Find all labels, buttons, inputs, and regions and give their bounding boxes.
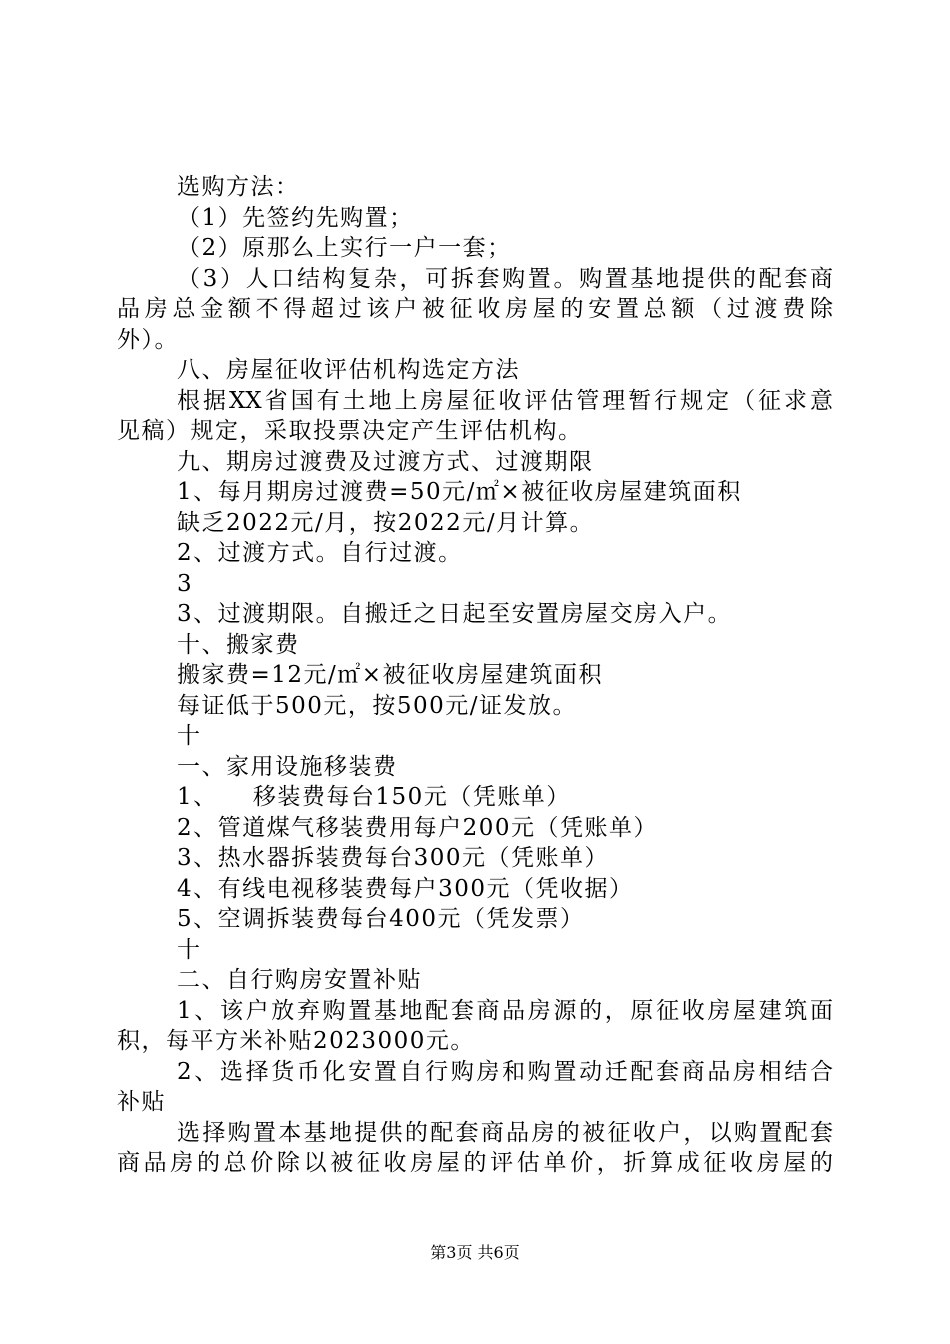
text-line: 3、热水器拆装费每台300元（凭账单） <box>177 845 610 871</box>
text-line: 2、过渡方式。自行过渡。 <box>177 540 463 566</box>
text-line: （3）人口结构复杂，可拆套购置。购置基地提供的配套商 <box>177 265 833 292</box>
text-line: 商品房的总价除以被征收房屋的评估单价，折算成征收房屋的 <box>117 1150 833 1176</box>
text-line: 选择购置本基地提供的配套商品房的被征收户，以购置配套 <box>177 1119 833 1146</box>
text-line: 品房总金额不得超过该户被征收房屋的安置总额（过渡费除 <box>117 296 833 322</box>
text-line: 搬家费=12元/㎡×被征收房屋建筑面积 <box>177 662 604 688</box>
section-heading: 九、期房过渡费及过渡方式、过渡期限 <box>177 448 594 475</box>
text-line: 十 <box>177 936 202 963</box>
text-line: 每证低于500元，按500元/证发放。 <box>177 692 578 719</box>
page-number-footer: 第3页 共6页 <box>430 1243 520 1262</box>
text-line: 1、每月期房过渡费=50元/㎡×被征收房屋建筑面积 <box>177 479 742 505</box>
text-line: 5、空调拆装费每台400元（凭发票） <box>177 906 585 932</box>
section-heading: 十、搬家费 <box>177 631 300 658</box>
text-line: 缺乏2022元/月，按2022元/月计算。 <box>177 509 595 536</box>
text-line: （1）先签约先购置； <box>177 204 414 231</box>
text-line: 3、过渡期限。自搬迁之日起至安置房屋交房入户。 <box>177 601 733 627</box>
text-line: 积，每平方米补贴2023000元。 <box>117 1028 475 1054</box>
text-line: 外）。 <box>117 326 179 353</box>
text-line: 3 <box>177 570 194 597</box>
text-line: 根据XX省国有土地上房屋征收评估管理暂行规定（征求意 <box>177 387 833 414</box>
text-line: 4、有线电视移装费每户300元（凭收据） <box>177 875 634 902</box>
section-heading: 八、房屋征收评估机构选定方法 <box>177 357 520 383</box>
text-line: 见稿）规定，采取投票决定产生评估机构。 <box>117 418 583 444</box>
text-line: 十 <box>177 723 202 749</box>
text-line: 选购方法： <box>177 174 300 200</box>
text-line: 2、选择货币化安置自行购房和购置动迁配套商品房相结合 <box>177 1058 833 1085</box>
text-line: （2）原那么上实行一户一套； <box>177 235 512 261</box>
text-line: 2、管道煤气移装费用每户200元（凭账单） <box>177 814 659 841</box>
text-line: 1、该户放弃购置基地配套商品房源的，原征收房屋建筑面 <box>177 997 833 1024</box>
text-line: 补贴 <box>117 1089 166 1115</box>
text-line: 1、 移装费每台150元（凭账单） <box>177 784 571 810</box>
document-body <box>117 172 833 1179</box>
section-heading: 二、自行购房安置补贴 <box>177 967 422 993</box>
section-heading: 一、家用设施移装费 <box>177 753 398 780</box>
